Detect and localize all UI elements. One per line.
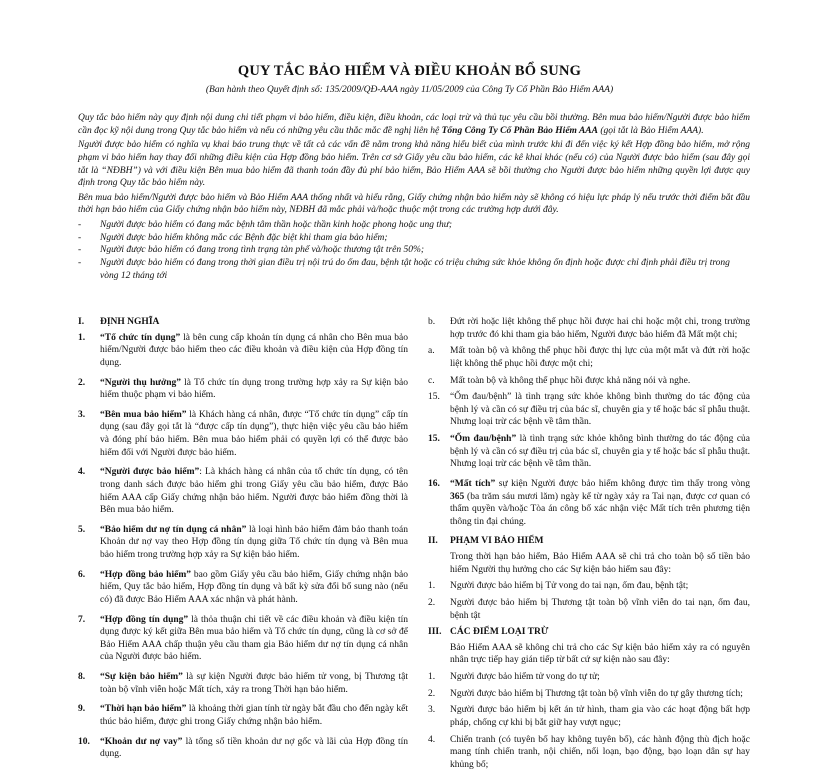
- list-item: 2. Người được bảo hiểm bị Thương tật toàn bộ vĩnh viễn do tai nạn, ốm đau, bệnh tật: [428, 597, 750, 621]
- section-heading-scope: II. PHẠM VI BẢO HIỂM: [428, 536, 544, 547]
- intro-paragraph-2: Người được bảo hiểm có nghĩa vụ khai báo trung thực về tất cả các vấn đề nằm trong khả năng hiểu biết của mình trước khi đi đến việc ký kết Hợp đồng bảo hiểm, mở rộng phạm vi bảo hiểm hay thay đổi những điều kiện của Hợp đồng bảo hiểm. Trên cơ sở Giấy yêu cầu bảo hiểm, các kê khai khác (nếu có) của Người được bảo hiểm (sau đây gọi tắt là “NĐBH”) và với điều kiện Bên mua bảo hiểm đã thanh toán đầy đủ phí bảo hiểm, Bảo Hiểm AAA sẽ bồi thường cho Người được bảo hiểm những quyền lợi được quy định trong Quy tắc bảo hiểm này.: [78, 140, 750, 189]
- definition-item: 7. “Hợp đồng tín dụng” là thỏa thuận chi tiết về các điều khoản và điều kiện tín dụng được ký kết giữa Bên mua bảo hiểm và Tổ chức tín dụng, cũng là cơ sở để Bảo Hiểm AAA chấp thuận yêu cầu tham gia Bảo hiểm dư nợ tín dụng cá nhân của Người được bảo hiểm.: [78, 614, 408, 663]
- list-item: 4. Chiến tranh (có tuyên bố hay không tuyên bố), các hành động thù địch hoặc mang tính chiến tranh, nội chiến, nổi loạn, bạo động, bạo loạn dân sự hay khủng bố;: [428, 734, 750, 770]
- document-title: QUY TẮC BẢO HIỂM VÀ ĐIỀU KHOẢN BỔ SUNG: [237, 63, 582, 79]
- intro-paragraph-1: Quy tắc bảo hiểm này quy định nội dung chi tiết phạm vi bảo hiểm, điều kiện, điều khoản, các loại trừ và thủ tục yêu cầu bồi thường. Bên mua bảo hiểm/Người được bảo hiểm cần đọc kỹ nội dung trong Quy tắc bảo hiểm và nếu có những yêu cầu thắc mắc đề nghị liên hệ Tổng Công Ty Cổ Phần Bảo Hiểm AAA (gọi tắt là Bảo Hiểm AAA).: [78, 113, 750, 136]
- definition-item: 5. “Bảo hiểm dư nợ tín dụng cá nhân” là loại hình bảo hiểm đảm bảo thanh toán Khoản dư nợ vay theo Hợp đồng tín dụng giữa Tổ chức tín dụng và Bên mua bảo hiểm trong trường hợp xảy ra Sự kiện bảo hiểm.: [78, 524, 408, 560]
- definition-item: 2. “Người thụ hưởng” là Tổ chức tín dụng trong trường hợp xảy ra Sự kiện bảo hiểm thuộc phạm vi bảo hiểm.: [78, 377, 408, 401]
- section-heading-exclusions: III. CÁC ĐIỂM LOẠI TRỪ: [428, 627, 549, 638]
- definition-item: 10. “Khoản dư nợ vay” là tổng số tiền khoản dư nợ gốc và lãi của Hợp đồng tín dụng.: [78, 736, 409, 760]
- intro-section: [78, 112, 750, 282]
- sub-item: 15. “Ốm đau/bệnh” là tình trạng sức khỏe không bình thường do tác động của bệnh lý và cần có sự điều trị của bác sĩ, chuyên gia y tế hoặc bác sĩ phẫu thuật. Nhưng loại trừ các bệnh về tâm thần.: [428, 392, 750, 428]
- definition-item: 15. “Ốm đau/bệnh” là tình trạng sức khỏe không bình thường do tác động của bệnh lý và cần có sự điều trị của bác sĩ, chuyên gia y tế hoặc bác sĩ phẫu thuật. Nhưng loại trừ các bệnh về tâm thần.: [428, 434, 751, 470]
- section-lead-text: Trong thời hạn bảo hiểm, Bảo Hiểm AAA sẽ chi trả cho toàn bộ số tiền bảo hiểm Người thụ hưởng cho các Sự kiện bảo hiểm sau đây:: [450, 552, 750, 575]
- document-subtitle: (Ban hành theo Quyết định số: 135/2009/QĐ-AAA ngày 11/05/2009 của Công Ty Cổ Phần Bảo Hiểm AAA): [205, 85, 614, 95]
- left-column: [78, 316, 408, 768]
- definition-item: 3. “Bên mua bảo hiểm” là Khách hàng cá nhân, được “Tổ chức tín dụng” cấp tín dụng (sau đây gọi tắt là “được cấp tín dụng”), thực hiện việc yêu cầu bảo hiểm và đóng phí bảo hiểm. Bên mua bảo hiểm phải có quyền lợi có thể được bảo hiểm đối với Người được bảo hiểm.: [78, 409, 408, 458]
- definition-item: 1. “Tổ chức tín dụng” là bên cung cấp khoản tín dụng cá nhân cho Bên mua bảo hiểm/Người được bảo hiểm theo các điều khoản và điều kiện của Hợp đồng tín dụng.: [78, 332, 408, 368]
- sub-item: a. Mất toàn bộ và không thể phục hồi được thị lực của một mắt và đứt rời hoặc liệt không thể phục hồi được một chi;: [428, 346, 750, 369]
- section-lead-text: Bảo Hiểm AAA sẽ không chi trả cho các Sự kiện bảo hiểm xảy ra có nguyên nhân trực tiếp hay gián tiếp từ bất cứ sự kiện nào sau đây:: [450, 642, 750, 666]
- intro-bullet: - Người được bảo hiểm không mắc các Bệnh đặc biệt khi tham gia bảo hiểm;: [78, 232, 388, 243]
- definition-item: 16. “Mất tích” sự kiện Người được bảo hiểm không được tìm thấy trong vòng 365 (ba trăm sáu mươi lăm) ngày kể từ ngày xảy ra Tai nạn, được cơ quan có thẩm quyền và/hoặc Tòa án công bố xác nhận việc Mất tích trên phương tiện thông tin đại chúng.: [428, 478, 750, 527]
- list-item: 1. Người được bảo hiểm tử vong do tự tử;: [428, 672, 600, 682]
- intro-bullet: - Người được bảo hiểm có đang trong thời gian điều trị nội trú do ốm đau, bệnh tật hoặc có triệu chứng sức khỏe không ổn định hoặc được chỉ định phải điều trị trong vòng 12 tháng tới: [78, 257, 730, 281]
- definition-item: 8. “Sự kiện bảo hiểm” là sự kiện Người được bảo hiểm tử vong, bị Thương tật toàn bộ vĩnh viễn hoặc Mất tích, xảy ra trong Thời hạn bảo hiểm.: [78, 672, 408, 695]
- intro-bullet: - Người được bảo hiểm có đang trong tình trạng tàn phế và/hoặc thương tật trên 50%;: [78, 245, 425, 256]
- sub-item: b. Đứt rời hoặc liệt không thể phục hồi được hai chi hoặc một chi, trong trường hợp trước đó khi tham gia bảo hiểm, Người được bảo hiểm đã Mất một chi;: [428, 317, 750, 340]
- right-column: [428, 316, 750, 775]
- definition-item: 9. “Thời hạn bảo hiểm” là khoảng thời gian tính từ ngày bắt đầu cho đến ngày kết thúc bảo hiểm, được ghi trong Giấy chứng nhận bảo hiểm.: [78, 704, 408, 727]
- intro-paragraph-3: Bên mua bảo hiểm/Người được bảo hiểm và Bảo Hiểm AAA thống nhất và hiểu rằng, Giấy chứng nhận bảo hiểm này sẽ không có hiệu lực pháp lý nếu trước thời điểm bắt đầu thời hạn bảo hiểm của Giấy chứng nhận bảo hiểm này, NĐBH đã mắc phải và/hoặc thuộc một trong các trường hợp dưới đây.: [78, 192, 750, 216]
- definition-item: 4. “Người được bảo hiểm”: Là khách hàng cá nhân của tổ chức tín dụng, có tên trong danh sách được bảo hiểm ghi trong Giấy yêu cầu bảo hiểm, được Bảo hiểm AAA cấp Giấy chứng nhận bảo hiểm. Người được bảo hiểm đồng thời là Bên mua bảo hiểm.: [78, 467, 408, 516]
- sub-item: c. Mất toàn bộ và không thể phục hồi được khả năng nói và nghe.: [428, 375, 691, 386]
- list-item: 2. Người được bảo hiểm bị Thương tật toàn bộ vĩnh viễn do tự gây thương tích;: [428, 688, 743, 699]
- list-item: 3. Người được bảo hiểm bị kết án tử hình, tham gia vào các hoạt động bất hợp pháp, chống cự khi bị bắt giữ hay vượt ngục;: [428, 705, 750, 728]
- intro-bullet: - Người được bảo hiểm có đang mắc bệnh tâm thần hoặc thần kinh hoặc phong hoặc ung thư;: [78, 220, 453, 230]
- definition-item: 6. “Hợp đồng bảo hiểm” bao gồm Giấy yêu cầu bảo hiểm, Giấy chứng nhận bảo hiểm, Quy tắc bảo hiểm, Hợp đồng tín dụng và bất kỳ sửa đổi bổ sung nào (nếu có) đã được Bảo Hiểm AAA xác nhận và phát hành.: [78, 569, 408, 605]
- section-heading-definitions: I. ĐỊNH NGHĨA: [78, 317, 160, 327]
- list-item: 1. Người được bảo hiểm bị Tử vong do tai nạn, ốm đau, bệnh tật;: [428, 581, 689, 592]
